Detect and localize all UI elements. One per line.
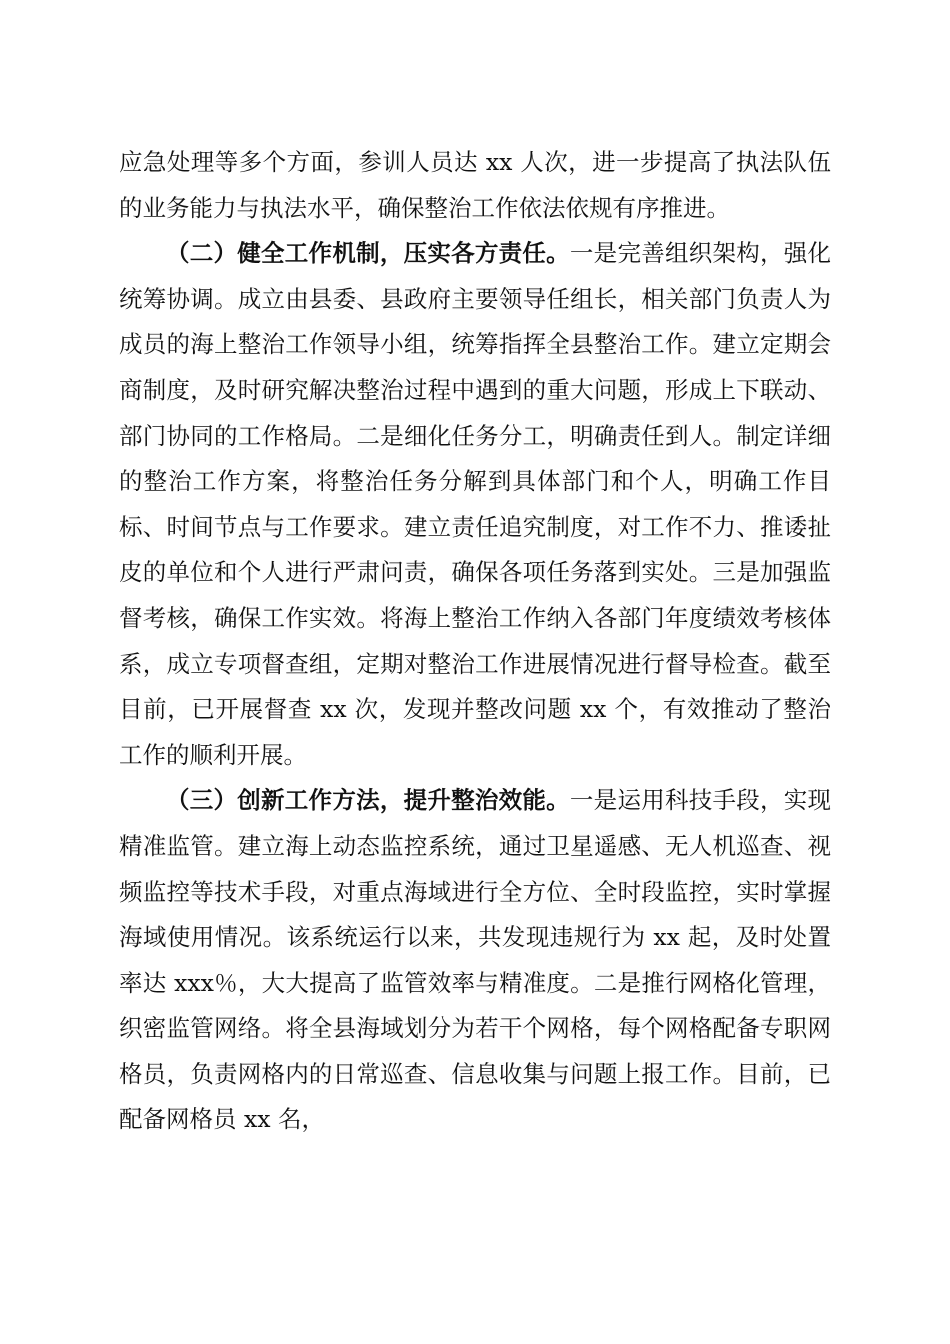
document-body — [119, 140, 831, 1143]
paragraph-section-2 — [119, 231, 831, 778]
section-body-3: 一是运用科技手段，实现精准监管。建立海上动态监控系统，通过卫星遥感、无人机巡查、视频监控等技术手段，对重点海域进行全方位、全时段监控，实时掌握海域使用情况。该系统运行以来，共发现违规行为 xx 起，及时处置率达 xxx％，大大提高了监管效率与精准度。二是推行网格化管理，织密监管网络。将全县海域划分为若干个网格，每个网格配备专职网格员，负责网格内的日常巡查、信息收集与问题上报工作。目前，已配备网格员 xx 名， — [119, 786, 832, 1134]
paragraph-section-3 — [119, 778, 831, 1143]
section-heading-2: （二）健全工作机制，压实各方责任。 — [166, 239, 570, 268]
section-body-2: 一是完善组织架构，强化统筹协调。成立由县委、县政府主要领导任组长，相关部门负责人为成员的海上整治工作领导小组，统筹指挥全县整治工作。建立定期会商制度，及时研究解决整治过程中遇到的重大问题，形成上下联动、部门协同的工作格局。二是细化任务分工，明确责任到人。制定详细的整治工作方案，将整治任务分解到具体部门和个人，明确工作目标、时间节点与工作要求。建立责任追究制度，对工作不力、推诿扯皮的单位和个人进行严肃问责，确保各项任务落到实处。三是加强监督考核，确保工作实效。将海上整治工作纳入各部门年度绩效考核体系，成立专项督查组，定期对整治工作进展情况进行督导检查。截至目前，已开展督查 xx 次，发现并整改问题 xx 个，有效推动了整治工作的顺利开展。 — [119, 239, 832, 769]
paragraph-continuation — [119, 140, 831, 231]
paragraph-text: 应急处理等多个方面，参训人员达 xx 人次，进一步提高了执法队伍的业务能力与执法水平，确保整治工作依法依规有序推进。 — [119, 148, 831, 222]
section-heading-3: （三）创新工作方法，提升整治效能。 — [166, 786, 570, 815]
